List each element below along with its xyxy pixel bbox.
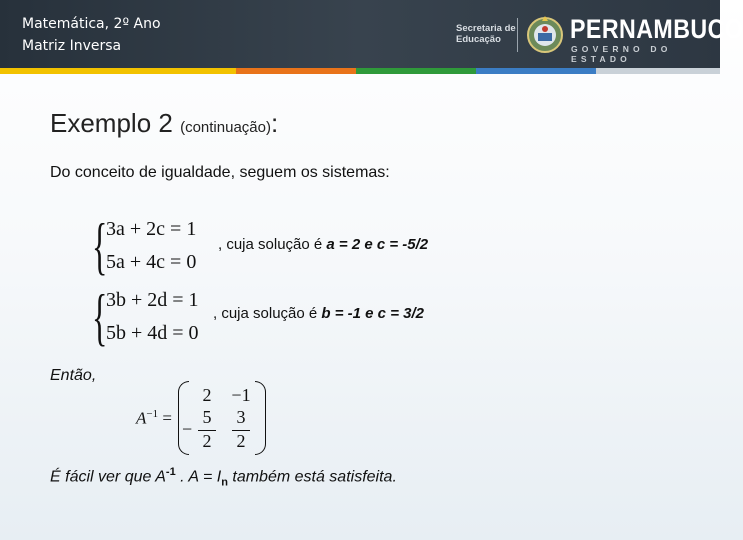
government-label: GOVERNO DO ESTADO	[571, 44, 672, 64]
color-stripe	[0, 68, 720, 74]
matrix-r2c1-num: 5	[202, 407, 212, 427]
course-topic: Matriz Inversa	[22, 38, 122, 54]
logo-divider	[517, 18, 518, 52]
system-2-solution: , cuja solução é b = -1 e c = 3/2	[213, 305, 424, 322]
inverse-matrix	[178, 383, 266, 453]
then-text: Então,	[50, 367, 97, 384]
matrix-r2c2-den: 2	[236, 431, 246, 451]
matrix-r1c2: −1	[231, 385, 251, 405]
state-seal-icon	[524, 12, 566, 56]
system-2-eq1: 3b + 2d = 1	[106, 289, 199, 311]
secretaria-logo-text: Secretaria de Educação	[456, 23, 516, 45]
system-1-solution: , cuja solução é a = 2 e c = -5/2	[218, 236, 429, 253]
matrix-r1c1: 2	[202, 385, 212, 405]
system-1-eq1: 3a + 2c = 1	[106, 218, 197, 240]
left-parenthesis	[178, 381, 189, 455]
intro-text: Do conceito de igualdade, seguem os sistemas:	[50, 164, 390, 181]
system-1-eq2: 5a + 4c = 0	[106, 251, 197, 273]
course-subject: Matemática, 2º Ano	[22, 16, 161, 32]
state-name: PERNAMBUCO	[570, 14, 743, 44]
matrix-r2c1-den: 2	[202, 431, 212, 451]
right-parenthesis	[255, 381, 266, 455]
system-2-eq2: 5b + 4d = 0	[106, 322, 199, 344]
matrix-r2c1-sign: −	[182, 419, 193, 439]
matrix-r2c2-num: 3	[236, 407, 246, 427]
brace-icon: {	[92, 281, 108, 352]
conclusion-text: É fácil ver que $A^{-1}$ . $A = I_n$ também está satisfeita.	[50, 466, 397, 489]
inverse-label: $A^{-1}$ =	[136, 408, 172, 428]
system-2	[92, 281, 212, 352]
slide-header	[0, 0, 743, 68]
slide-title: Exemplo 2 (continuação):	[50, 108, 279, 138]
system-1	[92, 210, 212, 281]
brace-icon: {	[92, 210, 108, 281]
